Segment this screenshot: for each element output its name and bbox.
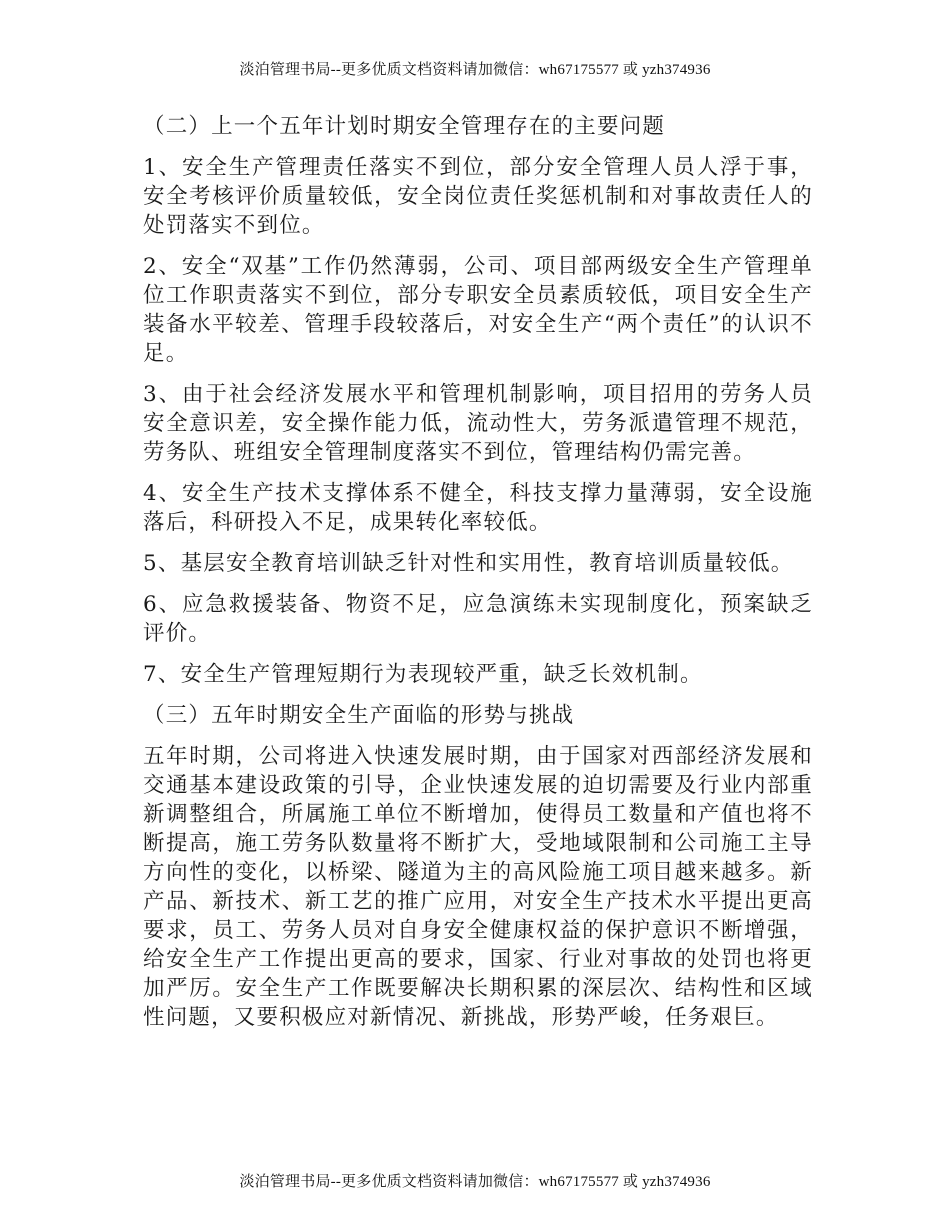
page-footer: 淡泊管理书局--更多优质文档资料请加微信：wh67175577 或 yzh374936 bbox=[239, 1174, 711, 1190]
section-heading-3: （三）五年时期安全生产面临的形势与挑战 bbox=[143, 703, 575, 728]
section-3-body: 五年时期，公司将进入快速发展时期，由于国家对西部经济发展和交通基本建设政策的引导，企业快速发展的迫切需要及行业内部重新调整组合，所属施工单位不断增加，使得员工数量和产值也将不断提高，施工劳务队数量将不断扩大，受地域限制和公司施工主导方向性的变化，以桥梁、隧道为主的高风险施工项目越来越多。新产品、新技术、新工艺的推广应用，对安全生产技术水平提出更高要求，员工、劳务人员对自身安全健康权益的保护意识不断增强，给安全生产工作提出更高的要求，国家、行业对事故的处罚也将更加严厉。安全生产工作既要解决长期积累的深层次、结构性和区域性问题，又要积极应对新情况、新挑战，形势严峻，任务艰巨。 bbox=[143, 744, 813, 1030]
problem-item-6: 6、应急救援装备、物资不足，应急演练未实现制度化，预案缺乏评价。 bbox=[143, 592, 813, 646]
problem-item-1: 1、安全生产管理责任落实不到位，部分安全管理人员人浮于事，安全考核评价质量较低，安全岗位责任奖惩机制和对事故责任人的处罚落实不到位。 bbox=[143, 155, 813, 238]
document-body bbox=[143, 112, 813, 1044]
problem-item-2: 2、安全“双基”工作仍然薄弱，公司、项目部两级安全生产管理单位工作职责落实不到位，部分专职安全员素质较低，项目安全生产装备水平较差、管理手段较落后，对安全生产“两个责任”的认识不足。 bbox=[143, 254, 813, 366]
problem-item-3: 3、由于社会经济发展水平和管理机制影响，项目招用的劳务人员安全意识差，安全操作能力低，流动性大，劳务派遣管理不规范，劳务队、班组安全管理制度落实不到位，管理结构仍需完善。 bbox=[143, 382, 813, 465]
section-heading-2: （二）上一个五年计划时期安全管理存在的主要问题 bbox=[143, 114, 666, 139]
page-header: 淡泊管理书局--更多优质文档资料请加微信：wh67175577 或 yzh374936 bbox=[239, 62, 711, 78]
problem-item-4: 4、安全生产技术支撑体系不健全，科技支撑力量薄弱，安全设施落后，科研投入不足，成果转化率较低。 bbox=[143, 481, 813, 535]
problem-item-7: 7、安全生产管理短期行为表现较严重，缺乏长效机制。 bbox=[143, 662, 703, 687]
problem-item-5: 5、基层安全教育培训缺乏针对性和实用性，教育培训质量较低。 bbox=[143, 551, 794, 576]
